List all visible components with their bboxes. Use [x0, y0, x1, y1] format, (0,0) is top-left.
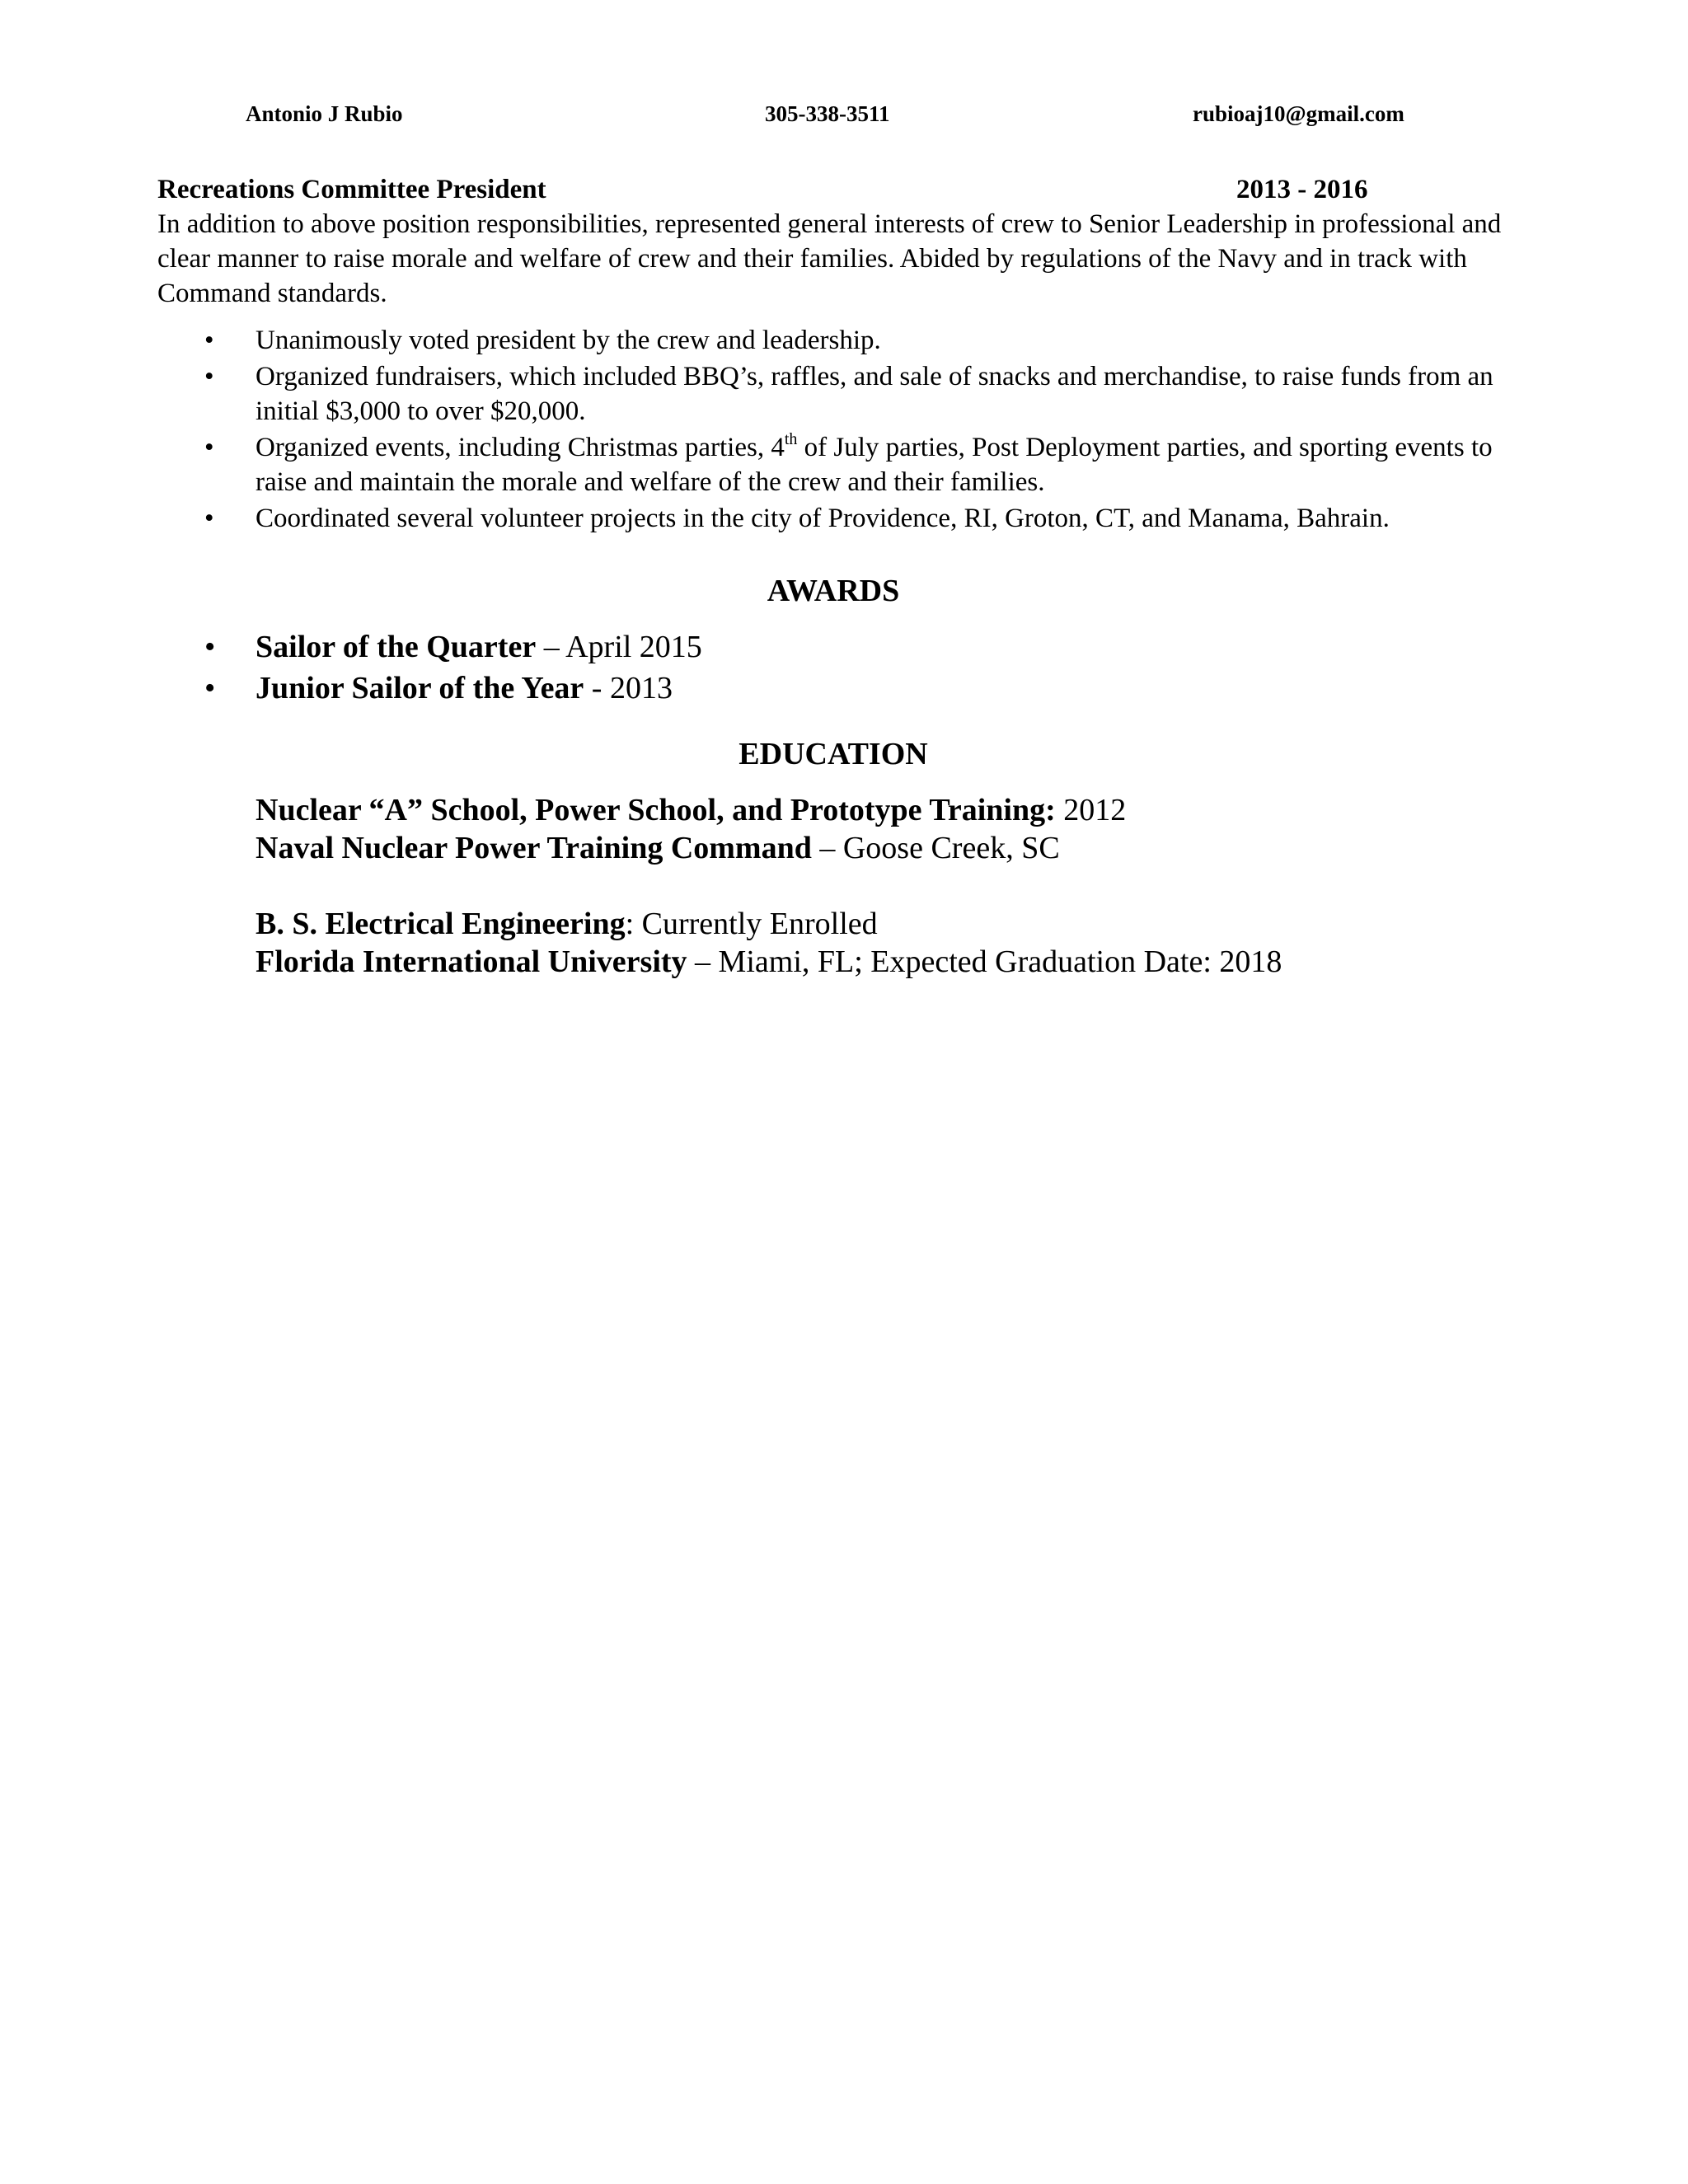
education-rest: 2012	[1055, 793, 1127, 827]
education-rest: – Miami, FL; Expected Graduation Date: 2018	[687, 944, 1282, 979]
education-bold: Nuclear “A” School, Power School, and Prototype Training:	[256, 793, 1056, 827]
bullet-icon: •	[204, 504, 214, 533]
position-dates: 2013 - 2016	[1236, 175, 1368, 204]
bullet-icon: •	[204, 671, 216, 705]
award-detail: - 2013	[584, 671, 673, 705]
bullet-icon: •	[204, 433, 214, 462]
bullet-text: Coordinated several volunteer projects in the city of Providence, RI, Groton, CT, and Manama, Bahrain.	[256, 504, 1390, 533]
education-rest: – Goose Creek, SC	[811, 831, 1060, 865]
education-bold: Florida International University	[256, 944, 687, 979]
bullet-text-before: Organized events, including Christmas parties, 4	[256, 433, 785, 462]
award-title: Sailor of the Quarter	[256, 630, 537, 664]
ordinal-suffix: th	[784, 430, 798, 448]
education-bold: B. S. Electrical Engineering	[256, 907, 626, 941]
awards-list	[204, 626, 1441, 709]
bullet-icon: •	[204, 326, 214, 355]
position-description: In addition to above position responsibilities, represented general interests of crew to Senior Leadership in professional and clear manner to raise morale and welfare of crew and their families. Abided by regulations of the Navy and in track with Command standards.	[157, 209, 1502, 308]
list-item	[204, 501, 1523, 536]
education-bold: Naval Nuclear Power Training Command	[256, 831, 812, 865]
award-detail: – April 2015	[536, 630, 702, 664]
position-title: Recreations Committee President	[157, 175, 546, 204]
bullet-text: Unanimously voted president by the crew and leadership.	[256, 326, 881, 355]
bullet-text: Organized fundraisers, which included BBQ’s, raffles, and sale of snacks and merchandise, to raise funds from an initial $3,000 to over $20,000.	[256, 362, 1493, 426]
award-title: Junior Sailor of the Year	[256, 671, 584, 705]
education-line	[256, 943, 1282, 981]
education-line	[256, 829, 1060, 867]
education-line	[256, 905, 878, 943]
bullet-text	[256, 430, 1493, 497]
bullet-text-after: of July parties, Post Deployment parties, and sporting events to raise and maintain the morale and welfare of the crew and their families.	[256, 433, 1493, 497]
contact-phone: 305-338-3511	[765, 101, 890, 126]
bullet-icon: •	[204, 630, 216, 664]
education-heading: EDUCATION	[738, 737, 928, 771]
contact-email: rubioaj10@gmail.com	[1193, 101, 1404, 126]
contact-name: Antonio J Rubio	[246, 101, 403, 126]
education-line	[256, 791, 1126, 829]
list-item	[204, 323, 1523, 358]
award-item	[204, 668, 1441, 709]
position-bullet-list	[204, 323, 1523, 537]
list-item	[204, 430, 1523, 499]
bullet-icon: •	[204, 362, 214, 391]
awards-heading: AWARDS	[767, 574, 900, 608]
list-item	[204, 359, 1523, 429]
education-rest: : Currently Enrolled	[625, 907, 878, 941]
award-item	[204, 626, 1441, 668]
